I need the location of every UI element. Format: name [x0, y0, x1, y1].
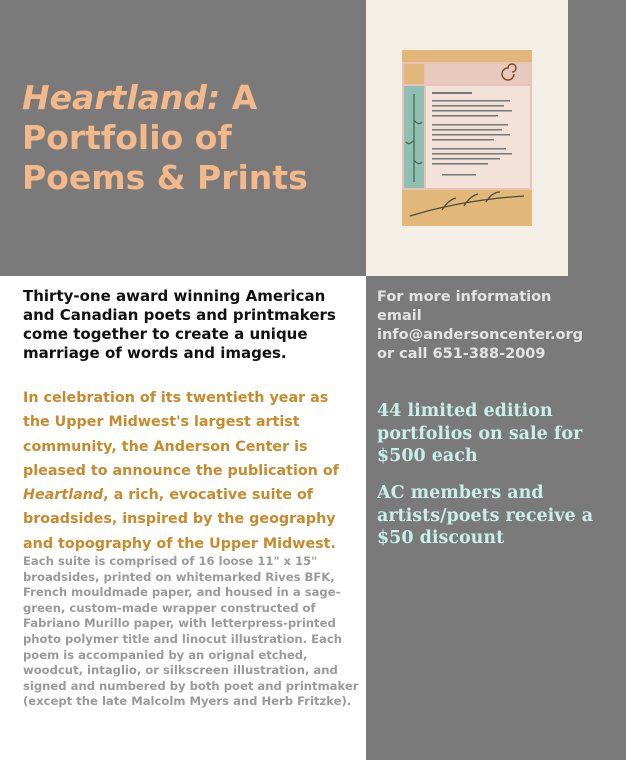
- celebration-text: [23, 386, 359, 556]
- offer-discount: AC members and artists/poets receive a $50 discount: [377, 483, 594, 548]
- title-italic: Heartland:: [22, 78, 221, 117]
- title-line-2: Portfolio of: [22, 118, 232, 157]
- phone-line: or call 651-388-2009: [377, 346, 546, 362]
- broadside-print-image: [366, 0, 568, 276]
- details-text: Each suite is comprised of 16 loose 11" x 15" broadsides, printed on whitemarked Rives BFK, French mouldmade paper, and housed in a sage-green, custom-made wrapper constructed of Fabriano Murillo paper, with letterpress-printed photo polymer title and linocut illustration. Each poem is accompanied by an orignal etched, woodcut, intaglio, or silkscreen illustration, and signed and numbered by both poet and printmaker (except the late Malcolm Myers and Herb Fritzke).: [23, 554, 359, 709]
- lead-text: Thirty-one award winning American and Canadian poets and printmakers come together to create a unique marriage of words and images.: [23, 287, 336, 362]
- page-title: [22, 78, 352, 198]
- right-gray-strip: [568, 0, 626, 276]
- contact-info: [377, 288, 622, 364]
- title-rest: A: [220, 78, 258, 117]
- info-line-1: For more information: [377, 289, 552, 305]
- email-link[interactable]: info@andersoncenter.org: [377, 327, 584, 343]
- celebration-before: In celebration of its twentieth year as the Upper Midwest's largest artist community, the Anderson Center is pleased to announce the publication of: [23, 390, 339, 479]
- broadside-illustration: [402, 50, 532, 226]
- offer-limited-edition: 44 limited edition portfolios on sale for $500 each: [377, 401, 583, 466]
- info-line-2: email: [377, 308, 422, 324]
- title-line-3: Poems & Prints: [22, 158, 308, 197]
- celebration-after: , a rich, evocative suite of broadsides, inspired by the geography and topography of the Upper Midwest.: [23, 487, 336, 552]
- celebration-italic-title: Heartland: [23, 487, 104, 504]
